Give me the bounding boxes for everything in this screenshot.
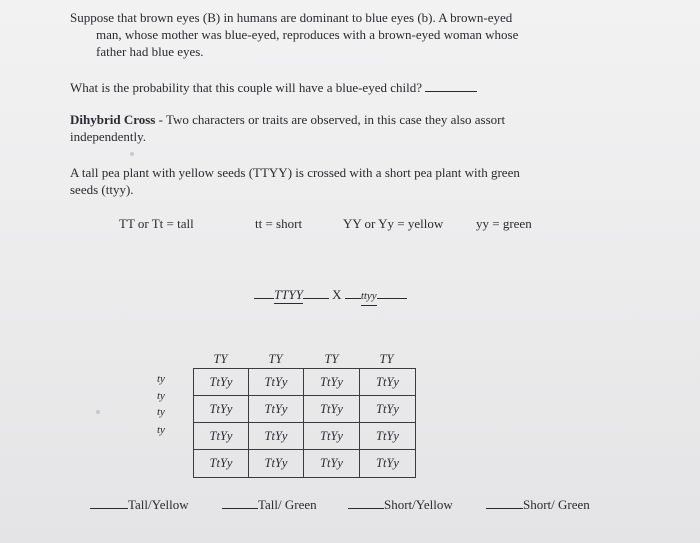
short-yellow-answer-blank[interactable] [348, 496, 384, 509]
tall-green-answer-blank[interactable] [222, 496, 258, 509]
punnett-cell[interactable]: TtYy [304, 423, 360, 450]
punnett-col-header: TY [268, 352, 283, 366]
punnett-cell[interactable]: TtYy [360, 396, 415, 423]
punnett-cell[interactable]: TtYy [249, 450, 304, 477]
blank-after-parent2 [377, 286, 407, 299]
tall-yellow-answer-blank[interactable] [90, 496, 128, 509]
punnett-cell[interactable]: TtYy [249, 369, 304, 396]
cross-description-line1: A tall pea plant with yellow seeds (TTYY) is crossed with a short pea plant with green [70, 165, 520, 180]
punnett-cell[interactable]: TtYy [194, 450, 249, 477]
blank-before-parent2 [345, 286, 361, 299]
question1-line3: father had blue eyes. [96, 44, 204, 59]
punnett-row-header: ty [157, 373, 165, 385]
phenotype-short-yellow [348, 496, 453, 513]
question2-label: What is the probability that this couple will have a blue-eyed child? [70, 80, 422, 95]
smudge-mark [96, 410, 100, 414]
legend-green: yy = green [476, 216, 532, 231]
parent2-genotype[interactable]: ttyy [361, 288, 377, 306]
parental-cross [254, 286, 407, 306]
punnett-row-header: ty [157, 424, 165, 436]
short-yellow-label: Short/Yellow [384, 497, 453, 512]
dihybrid-line1 [70, 111, 505, 128]
punnett-square [193, 368, 416, 478]
dihybrid-title: Dihybrid Cross [70, 112, 156, 127]
punnett-cell[interactable]: TtYy [194, 396, 249, 423]
punnett-cell[interactable]: TtYy [304, 369, 360, 396]
punnett-cell[interactable]: TtYy [249, 423, 304, 450]
cross-operator: X [332, 287, 342, 302]
punnett-col-header: TY [379, 352, 394, 366]
question2-text [70, 79, 477, 96]
blank-after-parent1 [303, 286, 329, 299]
punnett-cell[interactable]: TtYy [360, 423, 415, 450]
blank-before-parent1 [254, 286, 274, 299]
legend-short: tt = short [255, 216, 303, 231]
phenotype-short-green [486, 496, 590, 513]
tall-yellow-label: Tall/Yellow [128, 497, 189, 512]
question1-line2: man, whose mother was blue-eyed, reproduces with a brown-eyed woman whose [96, 27, 519, 42]
punnett-cell[interactable]: TtYy [304, 450, 360, 477]
parent1-genotype[interactable]: TTYY [274, 287, 303, 302]
punnett-col-header: TY [324, 352, 339, 366]
punnett-cell[interactable]: TtYy [194, 369, 249, 396]
punnett-cell[interactable]: TtYy [376, 456, 399, 470]
question2-answer-blank[interactable] [425, 79, 477, 92]
short-green-label: Short/ Green [523, 497, 590, 512]
short-green-answer-blank[interactable] [486, 496, 523, 509]
punnett-row-header: ty [157, 390, 165, 402]
phenotype-tall-yellow [90, 496, 189, 513]
tall-green-label: Tall/ Green [258, 497, 317, 512]
punnett-cell[interactable]: TtYy [360, 369, 415, 396]
punnett-row-header: ty [157, 406, 165, 418]
punnett-cell[interactable]: TtYy [194, 423, 249, 450]
punnett-cell[interactable]: TtYy [249, 396, 304, 423]
punnett-col-header: TY [213, 352, 228, 366]
smudge-mark [130, 152, 134, 156]
phenotype-tall-green [222, 496, 317, 513]
cross-description-line2: seeds (ttyy). [70, 182, 134, 197]
question1-line1: Suppose that brown eyes (B) in humans are dominant to blue eyes (b). A brown-eyed [70, 10, 513, 25]
dihybrid-definition: - Two characters or traits are observed, in this case they also assort [155, 112, 506, 127]
dihybrid-line2: independently. [70, 129, 147, 144]
legend-tall: TT or Tt = tall [119, 216, 194, 231]
legend-yellow: YY or Yy = yellow [343, 216, 444, 231]
punnett-cell[interactable]: TtYy [304, 396, 360, 423]
